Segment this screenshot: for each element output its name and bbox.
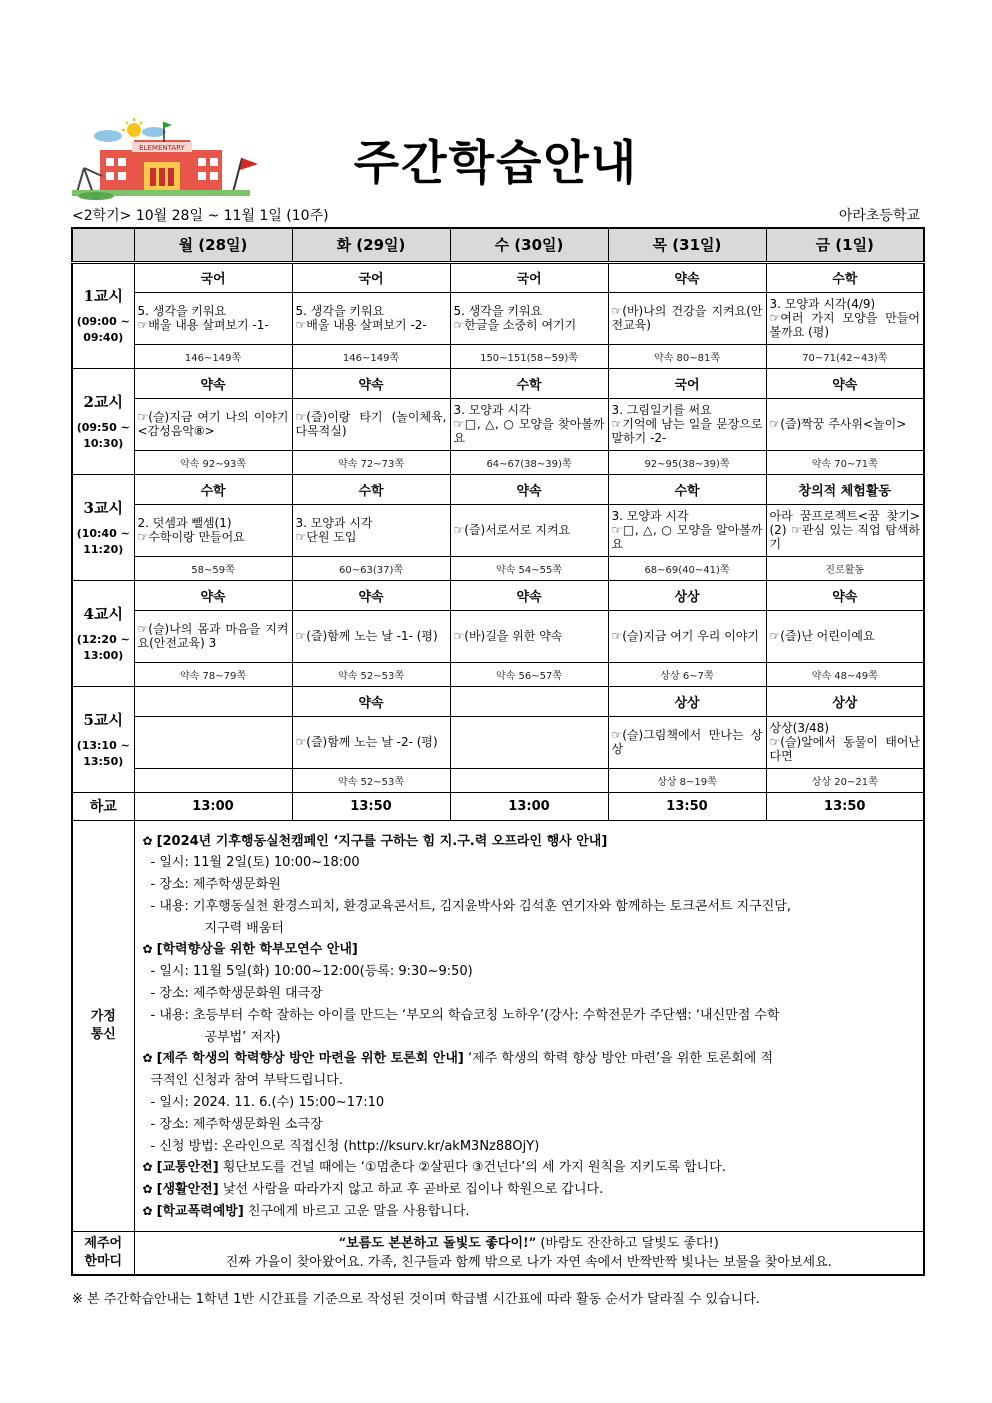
notice-label — [72, 820, 134, 1231]
notice-heading: [2024년 기후행동실천캠페인 ‘지구를 구하는 힘 지.구.력 오프라인 행사 안내] — [156, 833, 608, 849]
page-cell: 약속 70~71쪽 — [766, 450, 924, 474]
subject-cell: 국어 — [608, 368, 766, 398]
subject-cell: 상상 — [608, 580, 766, 610]
subject-cell: 국어 — [134, 262, 292, 292]
topic-cell — [766, 716, 924, 768]
subject-cell: 국어 — [450, 262, 608, 292]
page-cell: 64~67(38~39)쪽 — [450, 450, 608, 474]
dismissal-time: 13:50 — [766, 792, 924, 820]
page-cell: 약속 54~55쪽 — [450, 556, 608, 580]
page-row — [72, 556, 924, 580]
period-name: 2교시 — [83, 392, 123, 411]
period-name: 3교시 — [83, 498, 123, 517]
school-name: 아라초등학교 — [838, 208, 920, 224]
notice-row — [72, 820, 924, 1231]
page-cell: 약속 78~79쪽 — [134, 662, 292, 686]
notice-line — [143, 852, 918, 874]
notice-line — [143, 918, 918, 940]
unit-title: 3. 그림일기를 써요 — [611, 403, 712, 417]
dismissal-time: 13:50 — [608, 792, 766, 820]
period-name: 1교시 — [83, 287, 123, 305]
subject-cell: 약속 — [608, 262, 766, 292]
lesson-topic: ☞□, △, ○ 모양을 알아볼까요 — [611, 523, 763, 551]
topic-cell — [134, 716, 292, 768]
topic-cell — [450, 398, 608, 450]
notice-text: 극적인 신청과 참여 부탁드립니다. — [150, 1073, 343, 1089]
notice-text: - 장소: 제주학생문화원 — [150, 877, 281, 893]
topic-cell — [766, 504, 924, 556]
lesson-topic: ☞한글을 소중히 여기기 — [453, 318, 577, 332]
dismissal-time: 13:00 — [450, 792, 608, 820]
period-name: 5교시 — [83, 710, 123, 729]
topic-cell — [134, 504, 292, 556]
subject-cell: 상상 — [766, 686, 924, 716]
topic-cell — [292, 398, 450, 450]
notice-text: - 내용: 기후행동실천 환경스피치, 환경교육콘서트, 김지윤박사와 김석훈 연기자와 함께하는 토크콘서트 지구진담, — [150, 898, 791, 914]
notice-line — [143, 961, 918, 983]
topic-cell — [608, 610, 766, 662]
dismissal-time: 13:00 — [134, 792, 292, 820]
unit-title: 5. 생각을 키워요 — [137, 304, 227, 318]
lesson-topic: ☞(즐)함께 노는 날 -1- (평) — [295, 629, 438, 643]
unit-title: 상상(3/48) — [769, 721, 829, 735]
subject-cell: 약속 — [134, 580, 292, 610]
motto-row — [72, 1231, 924, 1275]
subject-cell: 수학 — [450, 368, 608, 398]
motto-label-line: 한마디 — [84, 1253, 123, 1269]
notice-text: - 일시: 11월 5일(화) 10:00~12:00(등록: 9:30~9:50) — [150, 964, 473, 980]
motto-label — [72, 1231, 134, 1275]
subject-row — [72, 474, 924, 504]
page-cell: 진로활동 — [766, 556, 924, 580]
page-cell: 70~71(42~43)쪽 — [766, 344, 924, 368]
lesson-topic: ☞(즐)함께 노는 날 -2- (평) — [295, 735, 438, 749]
flower-icon: ✿ — [142, 1182, 153, 1197]
subject-cell: 창의적 체험활동 — [766, 474, 924, 504]
notice-text: - 일시: 2024. 11. 6.(수) 15:00~17:10 — [150, 1095, 385, 1111]
topic-cell — [292, 504, 450, 556]
lesson-topic: ☞수학이랑 만들어요 — [137, 530, 245, 544]
period-time: (09:00 ~ 09:40) — [76, 315, 130, 344]
topic-row — [72, 610, 924, 662]
page-cell: 상상 6~7쪽 — [608, 662, 766, 686]
notice-text: ‘제주 학생의 학력 향상 방안 마련’을 위한 토론회에 적 — [463, 1051, 774, 1067]
page-row — [72, 768, 924, 792]
lesson-topic: ☞(슬)지금 여기 나의 이야기 <감성음악⑧> — [137, 410, 289, 438]
footer-note: ※ 본 주간학습안내는 1학년 1반 시간표를 기준으로 작성된 것이며 학급별 시간표에 따라 활동 순서가 달라질 수 있습니다. — [72, 1292, 760, 1307]
notice-label-line: 통신 — [90, 1026, 116, 1042]
notice-text: 지구력 배움터 — [204, 920, 284, 936]
motto-quote: “보름도 본본하고 돌빛도 좋다이!” — [338, 1235, 537, 1251]
topic-cell — [134, 398, 292, 450]
page-cell: 58~59쪽 — [134, 556, 292, 580]
notice-content — [134, 820, 924, 1231]
notice-line — [143, 1114, 918, 1136]
period-label — [72, 580, 134, 686]
topic-cell — [292, 610, 450, 662]
notice-line — [143, 1048, 918, 1070]
subject-cell: 약속 — [450, 474, 608, 504]
topic-cell — [450, 504, 608, 556]
subject-cell: 약속 — [450, 580, 608, 610]
flower-icon: ✿ — [142, 1160, 153, 1175]
page-cell: 68~69(40~41)쪽 — [608, 556, 766, 580]
lesson-topic: ☞(즐)짝꿍 주사위<놀이> — [769, 417, 907, 431]
subject-cell: 수학 — [608, 474, 766, 504]
subject-row — [72, 686, 924, 716]
topic-cell — [450, 610, 608, 662]
flower-icon: ✿ — [142, 942, 153, 957]
notice-line — [143, 1136, 918, 1158]
topic-cell — [134, 292, 292, 344]
page-cell: 약속 52~53쪽 — [292, 768, 450, 792]
lesson-topic: ☞(슬)알에서 동물이 태어난다면 — [769, 735, 920, 763]
page-cell: 약속 92~93쪽 — [134, 450, 292, 474]
notice-text: 공부법’ 저자) — [204, 1029, 281, 1045]
notice-heading: [교통안전] — [156, 1160, 219, 1176]
page-row — [72, 344, 924, 368]
notice-line — [143, 1070, 918, 1092]
lesson-topic: ☞단원 도입 — [295, 530, 357, 544]
page-cell: 상상 20~21쪽 — [766, 768, 924, 792]
day-header: 금 (1일) — [766, 228, 924, 262]
page-row — [72, 450, 924, 474]
page-cell — [134, 768, 292, 792]
subject-cell: 약속 — [292, 686, 450, 716]
topic-row — [72, 716, 924, 768]
notice-line — [143, 1092, 918, 1114]
dismissal-time: 13:50 — [292, 792, 450, 820]
topic-cell — [608, 398, 766, 450]
subject-cell: 국어 — [292, 262, 450, 292]
topic-cell — [450, 292, 608, 344]
term-week-info: <2학기> 10월 28일 ~ 11월 1일 (10주) — [72, 208, 329, 224]
notice-line — [143, 874, 918, 896]
period-time: (12:20 ~ 13:00) — [76, 632, 130, 662]
lesson-topic: ☞기억에 남는 일을 문장으로 말하기 -2- — [611, 417, 763, 445]
notice-heading: [학교폭력예방] — [156, 1204, 244, 1220]
corner-cell — [72, 228, 134, 262]
timetable — [71, 227, 925, 1276]
flower-icon: ✿ — [142, 1051, 153, 1066]
topic-cell — [608, 504, 766, 556]
topic-row — [72, 398, 924, 450]
notice-text: 친구에게 바르고 고운 말을 사용합니다. — [243, 1204, 470, 1220]
period-time: (13:10 ~ 13:50) — [76, 738, 130, 768]
page-cell: 146~149쪽 — [292, 344, 450, 368]
notice-text: - 신청 방법: 온라인으로 직접신청 (http://ksurv.kr/akM3Nz88OjY) — [150, 1138, 540, 1154]
topic-cell — [608, 716, 766, 768]
topic-row — [72, 292, 924, 344]
subject-cell: 상상 — [608, 686, 766, 716]
unit-title: 3. 모양과 시각 — [295, 516, 373, 530]
notice-line — [143, 831, 918, 853]
page-cell: 약속 56~57쪽 — [450, 662, 608, 686]
notice-line — [143, 1005, 918, 1027]
notice-line — [143, 896, 918, 918]
lesson-topic: ☞□, △, ○ 모양을 찾아볼까요 — [453, 417, 605, 445]
notice-label-line: 가정 — [90, 1008, 116, 1024]
motto-content — [134, 1231, 924, 1275]
day-header-row — [72, 228, 924, 262]
topic-cell — [292, 292, 450, 344]
dismissal-row — [72, 792, 924, 820]
subject-row — [72, 580, 924, 610]
page-cell: 약속 80~81쪽 — [608, 344, 766, 368]
notice-line — [143, 1027, 918, 1049]
lesson-topic: ☞(슬)지금 여기 우리 이야기 — [611, 629, 759, 643]
subject-cell: 수학 — [134, 474, 292, 504]
subject-cell: 약속 — [292, 580, 450, 610]
unit-title: 5. 생각을 키워요 — [453, 304, 543, 318]
topic-cell — [608, 292, 766, 344]
lesson-topic: ☞배울 내용 살펴보기 -2- — [295, 318, 427, 332]
motto-translation: (바람도 잔잔하고 달빛도 좋다!) — [536, 1235, 719, 1251]
subject-cell — [450, 686, 608, 716]
unit-title: 5. 생각을 키워요 — [295, 304, 385, 318]
lesson-topic: ☞(바)나의 건강을 지켜요(안전교육) — [611, 304, 763, 332]
period-time: (10:40 ~ 11:20) — [76, 526, 130, 556]
unit-title: 3. 모양과 시각 — [611, 509, 689, 523]
subject-cell: 약속 — [292, 368, 450, 398]
lesson-topic: ☞(즐)서로서로 지켜요 — [453, 523, 571, 537]
notice-heading: [제주 학생의 학력향상 방안 마련을 위한 토론회 안내] — [156, 1051, 464, 1067]
topic-cell — [134, 610, 292, 662]
topic-cell — [450, 716, 608, 768]
page-cell: 146~149쪽 — [134, 344, 292, 368]
notice-text: - 장소: 제주학생문화원 소극장 — [150, 1116, 323, 1132]
day-header: 목 (31일) — [608, 228, 766, 262]
svg-text:ELEMENTARY: ELEMENTARY — [139, 144, 185, 152]
topic-cell — [292, 716, 450, 768]
notice-heading: [생활안전] — [156, 1182, 219, 1198]
period-label — [72, 686, 134, 792]
lesson-topic: 아라 꿈프로젝트<꿈 찾기>(2) ☞관심 있는 직업 탐색하기 — [769, 509, 920, 551]
page-cell: 상상 8~19쪽 — [608, 768, 766, 792]
notice-line — [143, 1179, 918, 1201]
subject-row — [72, 368, 924, 398]
subject-cell: 수학 — [766, 262, 924, 292]
motto-line: 진짜 가을이 찾아왔어요. 가족, 친구들과 함께 밖으로 나가 자연 속에서 반짝반짝 빛나는 보물을 찾아보세요. — [225, 1254, 832, 1270]
subject-row — [72, 262, 924, 292]
page-title: 주간학습안내 — [353, 136, 639, 191]
flower-icon: ✿ — [142, 833, 153, 848]
flower-icon: ✿ — [142, 1204, 153, 1219]
period-label — [72, 474, 134, 580]
subject-cell: 약속 — [134, 368, 292, 398]
subject-cell: 약속 — [766, 368, 924, 398]
page-cell — [450, 768, 608, 792]
unit-title: 3. 모양과 시각(4/9) — [769, 297, 876, 311]
subject-cell — [134, 686, 292, 716]
subject-cell: 수학 — [292, 474, 450, 504]
lesson-topic: ☞(즐)난 어린이예요 — [769, 629, 875, 643]
lesson-topic: ☞(즐)이랑 타기 (놀이체육, 다목적실) — [295, 410, 447, 438]
topic-cell — [766, 292, 924, 344]
period-label — [72, 262, 134, 368]
page-cell: 92~95(38~39)쪽 — [608, 450, 766, 474]
lesson-topic: ☞(슬)그림책에서 만나는 상상 — [611, 728, 763, 756]
topic-cell — [766, 398, 924, 450]
page-cell: 150~151(58~59)쪽 — [450, 344, 608, 368]
topic-row — [72, 504, 924, 556]
page-cell: 60~63(37)쪽 — [292, 556, 450, 580]
dismissal-label: 하교 — [72, 792, 134, 820]
notice-line — [143, 983, 918, 1005]
unit-title: 2. 덧셈과 뺄셈(1) — [137, 516, 232, 530]
period-label — [72, 368, 134, 474]
period-time: (09:50 ~ 10:30) — [76, 420, 130, 450]
motto-label-line: 제주어 — [84, 1235, 123, 1251]
unit-title: 3. 모양과 시각 — [453, 403, 531, 417]
period-name: 4교시 — [83, 604, 123, 623]
lesson-topic: ☞(바)길을 위한 약속 — [453, 629, 563, 643]
notice-text: - 내용: 초등부터 수학 잘하는 아이를 만드는 ‘부모의 학습코칭 노하우’(강사: 수학전문가 주단쌤: ‘내신만점 수학 — [150, 1007, 780, 1023]
notice-heading: [학력향상을 위한 학부모연수 안내] — [156, 942, 358, 958]
page-cell: 약속 72~73쪽 — [292, 450, 450, 474]
notice-text: - 장소: 제주학생문화원 대극장 — [150, 986, 323, 1002]
page-row — [72, 662, 924, 686]
page-cell: 약속 48~49쪽 — [766, 662, 924, 686]
notice-line — [143, 1157, 918, 1179]
day-header: 수 (30일) — [450, 228, 608, 262]
notice-line — [143, 939, 918, 961]
day-header: 월 (28일) — [134, 228, 292, 262]
lesson-topic: ☞여러 가지 모양을 만들어 볼까요 (평) — [769, 311, 920, 339]
notice-text: - 일시: 11월 2일(토) 10:00~18:00 — [150, 855, 360, 871]
topic-cell — [766, 610, 924, 662]
lesson-topic: ☞배울 내용 살펴보기 -1- — [137, 318, 269, 332]
lesson-topic: ☞(슬)나의 몸과 마음을 지켜요(안전교육) 3 — [137, 622, 289, 650]
notice-text: 낯선 사람을 따라가지 않고 하교 후 곧바로 집이나 학원으로 갑니다. — [218, 1182, 604, 1198]
subject-cell: 약속 — [766, 580, 924, 610]
day-header: 화 (29일) — [292, 228, 450, 262]
notice-line — [143, 1201, 918, 1223]
notice-text: 횡단보도를 건널 때에는 ‘①멈춘다 ②살핀다 ③건넌다’의 세 가지 원칙을 지키도록 합니다. — [218, 1160, 726, 1176]
page-cell: 약속 52~53쪽 — [292, 662, 450, 686]
